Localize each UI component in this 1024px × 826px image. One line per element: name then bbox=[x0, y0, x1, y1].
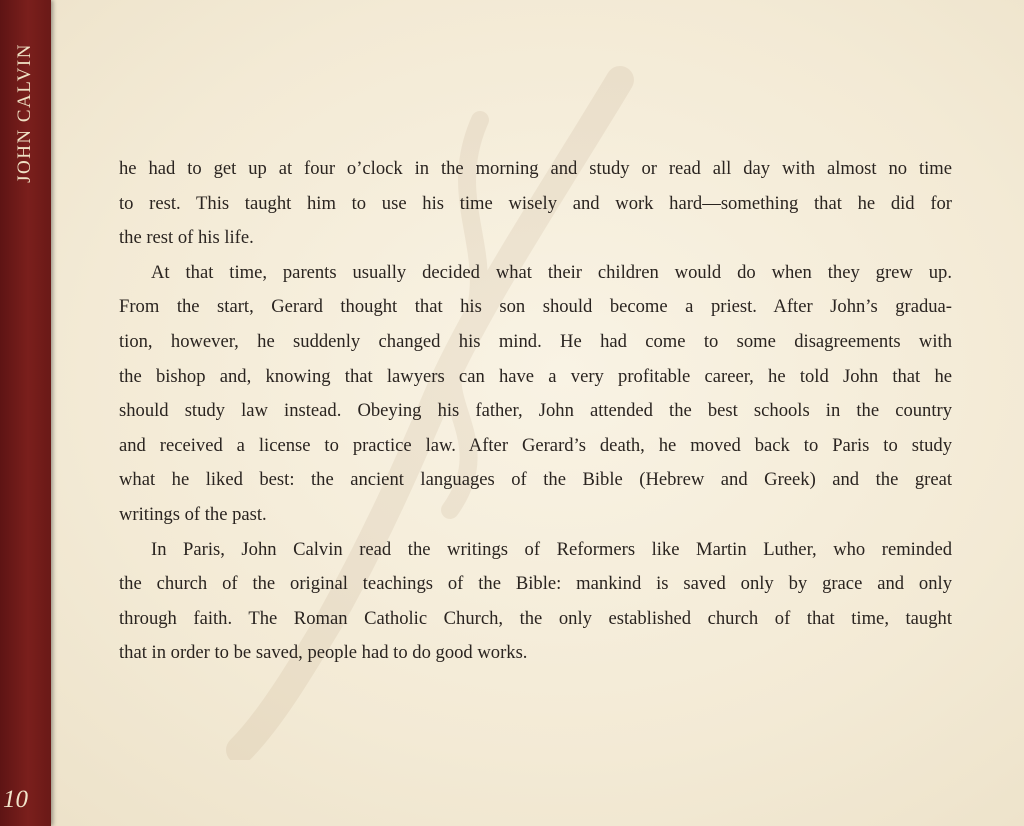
paragraph-start-line: At that time, parents usually decided what their children would do when they grew up. bbox=[151, 261, 952, 283]
body-text bbox=[119, 152, 952, 671]
text-line: From the start, Gerard thought that his son should become a priest. After John’s gradua- bbox=[119, 296, 952, 318]
page-number: 10 bbox=[3, 786, 28, 813]
text-line: writings of the past. bbox=[119, 503, 267, 525]
text-line: tion, however, he suddenly changed his mind. He had come to some disagreements with bbox=[119, 330, 952, 352]
text-line: should study law instead. Obeying his father, John attended the best schools in the country bbox=[119, 400, 952, 422]
text-line: through faith. The Roman Catholic Church, the only established church of that time, taught bbox=[119, 607, 952, 629]
text-line: the church of the original teachings of the Bible: mankind is saved only by grace and only bbox=[119, 573, 952, 595]
text-line: to rest. This taught him to use his time wisely and work hard—something that he did for bbox=[119, 192, 952, 214]
text-line: what he liked best: the ancient languages of the Bible (Hebrew and Greek) and the great bbox=[119, 469, 952, 491]
running-header: JOHN CALVIN bbox=[14, 43, 35, 183]
text-line: and received a license to practice law. After Gerard’s death, he moved back to Paris to study bbox=[119, 434, 952, 456]
text-line: the bishop and, knowing that lawyers can have a very profitable career, he told John that he bbox=[119, 365, 952, 387]
book-spine bbox=[0, 0, 51, 826]
paragraph-start-line: In Paris, John Calvin read the writings of Reformers like Martin Luther, who reminded bbox=[151, 538, 952, 560]
text-line: that in order to be saved, people had to do good works. bbox=[119, 642, 528, 664]
text-line: the rest of his life. bbox=[119, 227, 254, 249]
text-line: he had to get up at four o’clock in the morning and study or read all day with almost no time bbox=[119, 158, 952, 179]
